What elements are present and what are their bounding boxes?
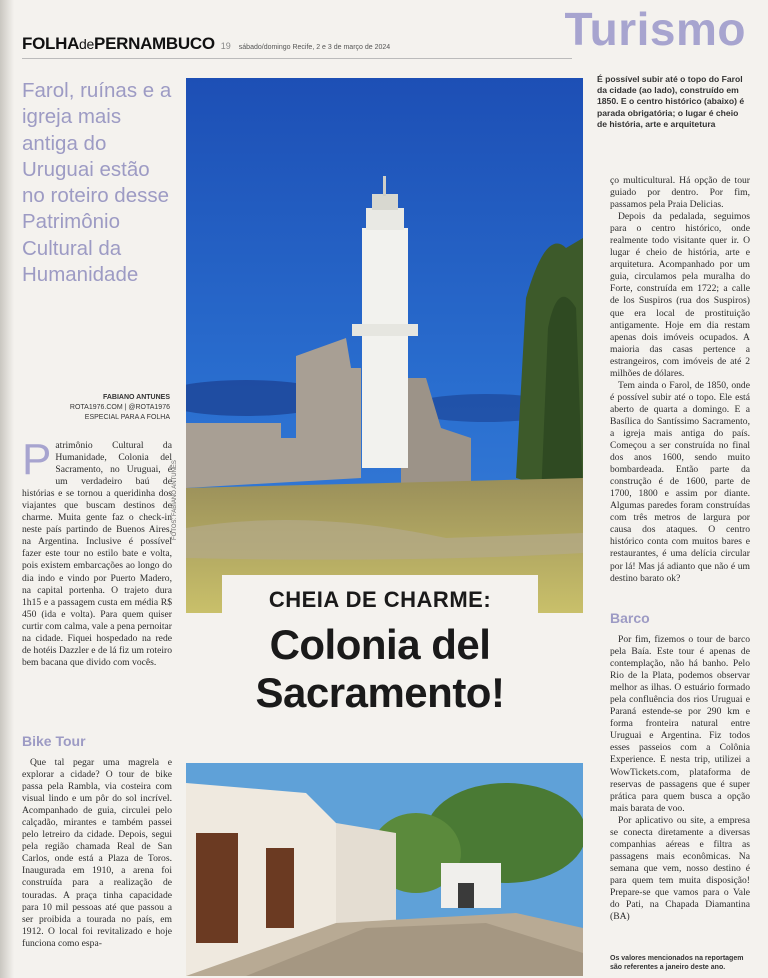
street-illustration: [186, 763, 583, 976]
lighthouse-photo: [186, 78, 583, 613]
lighthouse-illustration: [186, 78, 583, 613]
byline-affiliation: ESPECIAL PARA A FOLHA: [84, 414, 170, 421]
article-deck: Farol, ruínas e a igreja mais antiga do Uruguai estão no roteiro desse Patrimônio Cultural da Humanidade: [22, 79, 172, 287]
footnote: Os valores mencionados na reportagem são referentes a janeiro deste ano.: [610, 955, 744, 971]
drop-cap: P: [22, 435, 52, 484]
section-title: Turismo: [564, 3, 746, 55]
headline: [222, 621, 538, 717]
dateline: sábado/domingo Recife, 2 e 3 de março de 2024: [238, 44, 391, 51]
headline-line-2: Sacramento!: [255, 669, 505, 716]
masthead: [22, 34, 390, 56]
right-paragraph-2: Depois da pedalada, seguimos para o centro histórico, onde realmente todo visitante quer ir. O lugar é cheio de história, arte e arquitetura. Acompanhado por um guia, circulamos pela muralha do Forte, construída em 1722; a calle de los Suspiros (rua dos Suspiros) que era local de prostituição antigamente. Hoje em dia restam apenas dois imóveis ocupados. A maioria das casas pertence a estrangeiros, com imóveis de até 2 milhões de dólares.: [610, 211, 750, 379]
page-gutter-shadow: [0, 0, 14, 978]
headline-line-1: Colonia del: [269, 621, 491, 668]
subhead-barco: Barco: [610, 610, 650, 626]
headline-box: [222, 575, 538, 763]
right-paragraph-5: Por aplicativo ou site, a empresa se conecta diretamente a diversas companhias aéreas e filtra as passagens mais econômicas. Na semana que vem, nosso destino é para quem tem muita disposição! Prepare-se que vamos para o Vale do Pati, na Chapada Diamantina (BA): [610, 814, 750, 923]
masthead-rule: [22, 58, 572, 59]
byline: [22, 393, 170, 423]
byline-site: ROTA1976.COM | @ROTA1976: [69, 404, 170, 411]
intro-paragraph: Patrimônio Cultural da Humanidade, Colonia del Sacramento, no Uruguai, é um verdadeiro baú de histórias e se tornou a queridinha dos viajantes que buscam destinos de charme. Muita gente faz o check-in neste país partindo de Buenos Aires, na Argentina. Inclusive é possível fazer este tour no estilo bate e volta, pois existem embarcações ao longo do dia indo e vindo por Puerto Madero, na capital portenha. O trajeto dura 1h15 e a passagem custa em média R$ 450 (ida e volta). Para quem quiser curtir com calma, vale a pena pernoitar na cidade. Fiquei hospedado na rede de hotéis Dazzler e de lá fiz um roteiro bem bacana que divido com vocês.: [22, 435, 172, 668]
historic-street-photo: [186, 763, 583, 976]
byline-author: FABIANO ANTUNES: [102, 394, 170, 401]
left-column-text-2: [22, 757, 172, 950]
photo-caption: É possível subir até o topo do Farol da cidade (ao lado), construído em 1850. E o centro histórico (abaixo) é parada obrigatória; o lugar é cheio de história, arte e arquitetura: [597, 74, 745, 129]
subhead-bike-tour: Bike Tour: [22, 733, 86, 749]
bike-tour-paragraph: Que tal pegar uma magrela e explorar a cidade? O tour de bike passa pela Rambla, via costeira com visual lindo e um pôr do sol incrível. Acompanhado de guia, circulei pelo calçadão, mirantes e também passei pelo letreiro da cidade. Depois, segui pela região chamada Real de San Carlos, onde está a Plaza de Toros. Inaugurada em 1910, a arena foi construída para a realização de touradas. A praça tinha capacidade para 10 mil pessoas até que passou a ser proibida a tourada no país, em 1912. O local foi revitalizado e hoje funciona como espa-: [22, 757, 172, 949]
newspaper-logo: FOLHAdePERNAMBUCO: [22, 34, 215, 53]
right-paragraph-1: ço multicultural. Há opção de tour guiado por dentro. Por fim, passamos pela Praia Delicias.: [610, 175, 750, 211]
right-column-text-2: [610, 634, 750, 923]
right-column-text: [610, 175, 750, 585]
right-paragraph-4: Por fim, fizemos o tour de barco pela Baía. Este tour é apenas de contemplação, não há banho. Pelo Rio de la Plata, podemos observar melhor as ilhas. O estuário formado pela confluência dos rios Uruguai e Paraná estende-se por 290 km e forma fronteira natural entre Uruguai e Argentina. Fiz todos esses passeios com a Colônia Experience. E nesta trip, utilizei a WowTickets.com, plataforma de reservas de passagens que é super prática para quem busca a opção mais barata de voo.: [610, 634, 750, 814]
right-paragraph-3: Tem ainda o Farol, de 1850, onde é possível subir até o topo. Ele está aberto de quarta a domingo. E a Basílica do Santíssimo Sacramento, a igreja mais antiga do país. Começou a ser construída no final dos anos 1600, sendo muito bombardeada. Então parte da construção é de 1600, parte de 1700, 1800 e assim por diante. Algumas paredes foram construídas com três metros de largura por causa dos ataques. O centro histórico conta com muitos bares e restaurantes, é uma delícia circular por lá! Mas já adianto que não é um destino barato ok?: [610, 379, 750, 584]
headline-kicker: CHEIA DE CHARME:: [268, 587, 492, 612]
photo-credit: FOTOS: FABIANO ANTUNES: [172, 460, 178, 540]
left-column-text: [22, 435, 172, 669]
page-number: 19: [220, 41, 231, 51]
